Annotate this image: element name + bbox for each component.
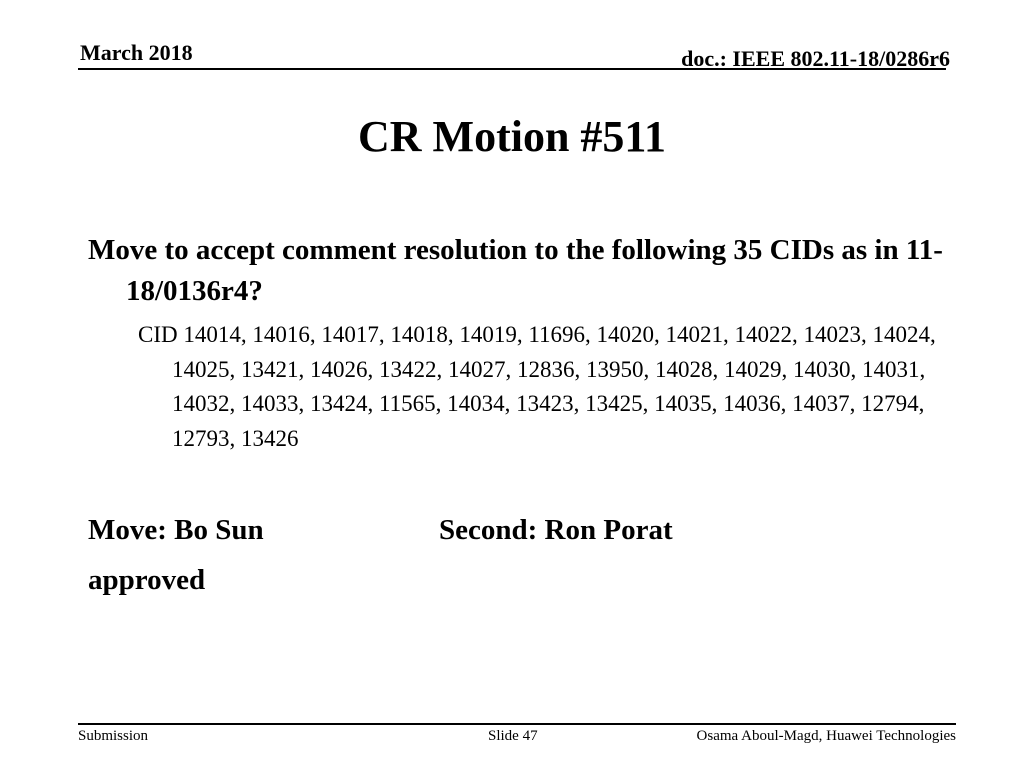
footer-divider bbox=[78, 723, 956, 725]
footer-slide-number: Slide 47 bbox=[488, 728, 538, 744]
footer-author: Osama Aboul-Magd, Huawei Technologies bbox=[696, 728, 956, 744]
header-doc-id: doc.: IEEE 802.11-18/0286r6 bbox=[681, 46, 950, 71]
footer-submission: Submission bbox=[78, 728, 149, 744]
motion-result: approved bbox=[88, 564, 206, 596]
slide-title: CR Motion #511 bbox=[358, 112, 666, 161]
cid-list: CID 14014, 14016, 14017, 14018, 14019, 11696, 14020, 14021, 14022, 14023, 14024, 14025, 13421, 14026, 13422, 14027, 12836, 13950, 14028, 14029, 14030, 14031, 14032, 14033, 13424, 11565, 14034, 13423, 13425, 14035, 14036, 14037, 12794, 12793, 13426 bbox=[138, 322, 936, 451]
mover: Move: Bo Sun bbox=[88, 514, 264, 546]
header-divider bbox=[78, 68, 946, 70]
header-date: March 2018 bbox=[80, 40, 193, 65]
motion-text: Move to accept comment resolution to the following 35 CIDs as in 11-18/0136r4? bbox=[88, 234, 943, 307]
seconder: Second: Ron Porat bbox=[439, 514, 673, 546]
